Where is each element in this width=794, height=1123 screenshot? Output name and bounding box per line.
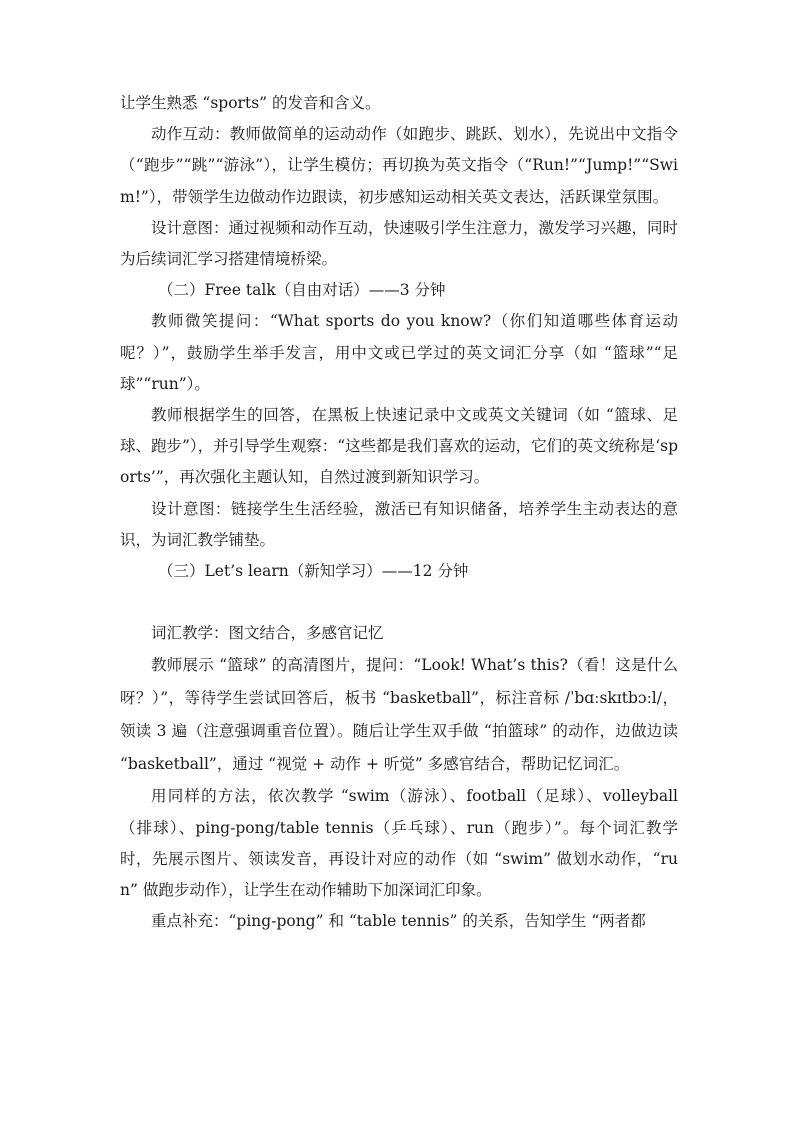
document-page	[120, 88, 678, 937]
paragraph-teacher-record: 教师根据学生的回答，在黑板上快速记录中文或英文关键词（如 “篮球、足球、跑步”），并引导学生观察：“这些都是我们喜欢的运动，它们的英文统称是‘sports’”，再次强化主题认知，自然过渡到新知识学习。	[120, 406, 678, 487]
blank-line	[120, 587, 678, 618]
paragraph-design-intent-1: 设计意图：通过视频和动作互动，快速吸引学生注意力，激发学习兴趣，同时为后续词汇学习搭建情境桥梁。	[120, 218, 679, 269]
paragraph-intro-sports: 让学生熟悉 “sports” 的发音和含义。	[120, 94, 381, 112]
paragraph-key-supplement: 重点补充：“ping-pong” 和 “table tennis” 的关系，告知学生 “两者都	[151, 912, 646, 931]
section-heading-free-talk: （二）Free talk（自由对话）——3 分钟	[158, 281, 446, 300]
paragraph-design-intent-2: 设计意图：链接学生生活经验，激活已有知识储备，培养学生主动表达的意识，为词汇教学铺垫。	[120, 499, 678, 549]
paragraph-basketball-teaching: 教师展示 “篮球” 的高清图片，提问：“Look! What’s this?（看！这是什么呀？）”，等待学生尝试回答后，板书 “basketball”，标注音标 /ˈbɑːskɪtbɔːl/，领读 3 遍（注意强调重音位置）。随后让学生双手做 “拍篮球” 的动作，边做边读 “basketball”，通过 “视觉 + 动作 + 听觉” 多感官结合，帮助记忆词汇。	[120, 656, 678, 774]
section-heading-lets-learn: （三）Let’s learn（新知学习）——12 分钟	[158, 562, 469, 581]
subheading-vocabulary-teaching: 词汇教学：图文结合，多感官记忆	[151, 624, 384, 643]
paragraph-same-method: 用同样的方法，依次教学 “swim（游泳）、football（足球）、volleyball（排球）、ping-pong/table tennis（乒乓球）、run（跑步）”。每个词汇教学时，先展示图片、领读发音，再设计对应的动作（如 “swim” 做划水动作，“run” 做跑步动作），让学生在动作辅助下加深词汇印象。	[120, 787, 678, 900]
paragraph-teacher-question: 教师微笑提问：“What sports do you know?（你们知道哪些体育运动呢？）”，鼓励学生举手发言，用中文或已学过的英文词汇分享（如 “篮球”“足球”“run”）。	[120, 312, 678, 393]
paragraph-action-interaction: 动作互动：教师做简单的运动动作（如跑步、跳跃、划水），先说出中文指令（“跑步”“跳”“游泳”），让学生模仿；再切换为英文指令（“Run!”“Jump!”“Swim!”），带领学生边做动作边跟读，初步感知运动相关英文表达，活跃课堂氛围。	[120, 125, 678, 206]
